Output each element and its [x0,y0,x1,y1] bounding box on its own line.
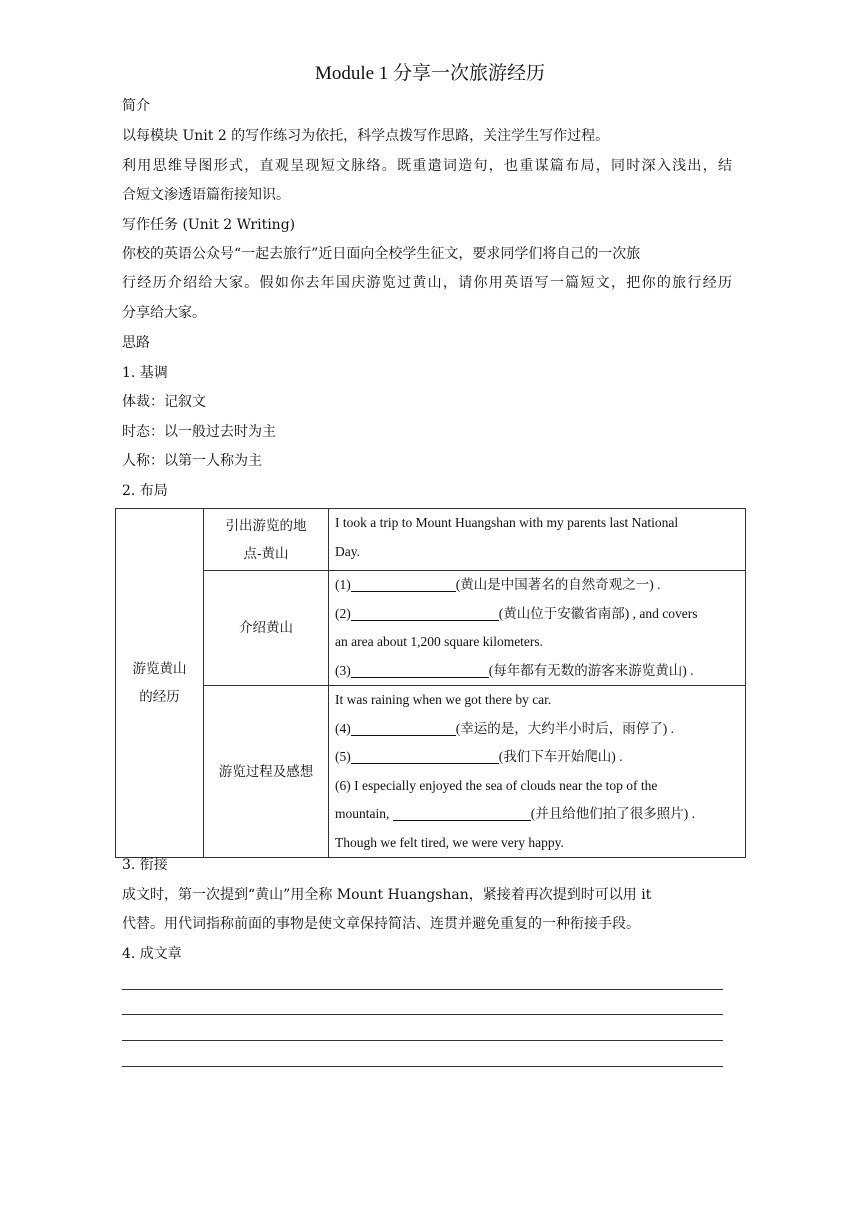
row-label-line: 介绍黄山 [239,620,293,636]
answer-blank[interactable] [351,721,456,736]
content-line: I took a trip to Mount Huangshan with my parents last National [335,515,679,530]
answer-blank[interactable] [393,806,531,821]
row-label-cell [204,509,329,571]
blank-line: (4) (幸运的是，大约半小时后，雨停了) . [335,720,674,736]
genre-line: 体裁：记叙文 [122,394,206,410]
row-content-cell [329,571,746,686]
writing-line[interactable] [122,1040,723,1041]
tense-line: 时态：以一般过去时为主 [122,424,276,440]
table-row [116,571,746,686]
page-title: Module 1 分享一次旅游经历 [314,63,546,84]
blank-line: (2) (黄山位于安徽省南部) , and covers [335,605,698,621]
blank-line: (1) (黄山是中国著名的自然奇观之一) . [335,577,661,592]
writing-line[interactable] [122,989,723,990]
intro-paragraph-1: 以每模块 Unit 2 的写作练习为依托，科学点拨写作思路，关注学生写作过程。 [122,128,610,144]
intro-heading: 简介 [122,98,150,114]
section-3-heading: 3. 衔接 [122,857,168,873]
answer-blank[interactable] [351,749,499,764]
blank-line: (5) (我们下车开始爬山) . [335,749,623,764]
person-line: 人称：以第一人称为主 [122,453,262,469]
section-4-heading: 4. 成文章 [122,946,182,962]
answer-blank[interactable] [351,663,489,678]
row-label-line: 点-黄山 [243,545,289,562]
row-content-cell [329,509,746,571]
answer-blank[interactable] [351,606,499,621]
section-2-heading: 2. 布局 [122,483,168,499]
main-label-cell [116,509,204,858]
content-line: It was raining when we got there by car. [335,692,552,707]
blank-line: (3) (每年都有无数的游客来游览黄山) . [335,662,694,678]
intro-paragraph-2-line-2: 合短文渗透语篇衔接知识。 [122,187,290,203]
task-heading: 写作任务 (Unit 2 Writing) [122,217,296,233]
writing-line[interactable] [122,1014,723,1015]
intro-paragraph-2-line-1: 利用思维导图形式，直观呈现短文脉络。既重遣词造句，也重谋篇布局，同时深入浅出，结 [122,158,732,174]
writing-line[interactable] [122,1066,723,1067]
cohesion-line-1: 成文时，第一次提到“黄山”用全称 Mount Huangshan，紧接着再次提到时可以用 it [122,887,652,903]
layout-table [115,508,746,858]
main-label-line: 的经历 [139,689,180,705]
row-label-line: 游览过程及感想 [218,763,314,780]
blank-line: mountain, (并且给他们拍了很多照片) . [335,806,695,821]
content-line: Though we felt tired, we were very happy. [335,834,564,850]
thinking-heading: 思路 [122,335,150,351]
row-label-cell [204,686,329,858]
main-label-line: 游览黄山 [132,661,187,677]
task-line-3: 分享给大家。 [122,305,206,321]
row-label-cell [204,571,329,686]
task-line-1: 你校的英语公众号“一起去旅行”近日面向全校学生征文，要求同学们将自己的一次旅 [122,246,641,262]
answer-blank[interactable] [351,577,456,592]
content-line: an area about 1,200 square kilometers. [335,634,544,649]
table-row [116,686,746,858]
row-content-cell [329,686,746,858]
content-line: (6) I especially enjoyed the sea of clouds near the top of the [335,777,658,793]
section-1-heading: 1. 基调 [122,365,168,381]
task-line-2: 行经历介绍给大家。假如你去年国庆游览过黄山，请你用英语写一篇短文，把你的旅行经历 [122,275,732,291]
cohesion-line-2: 代替。用代词指称前面的事物是使文章保持简洁、连贯并避免重复的一种衔接手段。 [122,916,640,932]
content-line: Day. [335,543,360,559]
row-label-line: 引出游览的地 [225,517,307,534]
table-row [116,509,746,571]
